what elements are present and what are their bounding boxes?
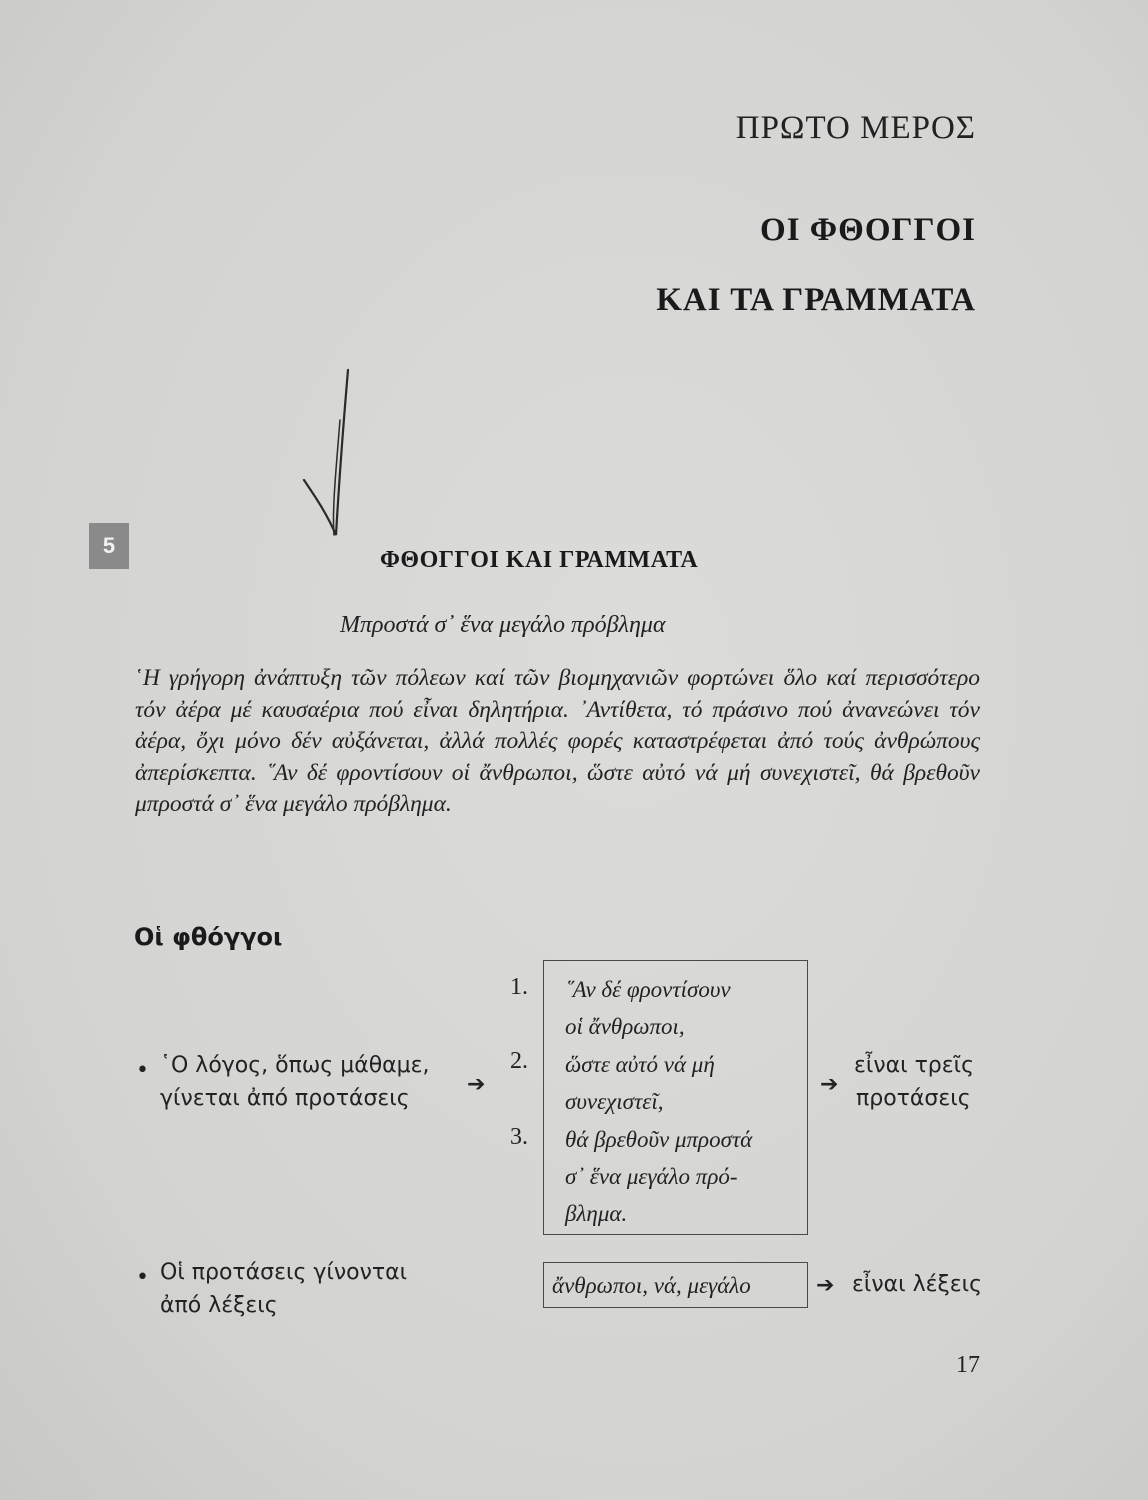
- diagram1-result-line1: εἶναι τρεῖς: [854, 1053, 975, 1078]
- part-title: ΠΡΩΤΟ ΜΕΡΟΣ: [735, 110, 976, 146]
- diagram1-bullet-line2: γίνεται ἀπό προτάσεις: [160, 1086, 410, 1111]
- lesson-number-badge: 5: [89, 523, 129, 569]
- diagram2-bullet-line2: ἀπό λέξεις: [160, 1293, 278, 1318]
- sentence-line: σ᾽ ἕνα μεγάλο πρό-: [565, 1164, 738, 1189]
- arrow-right-icon: ➔: [467, 1072, 486, 1097]
- lesson-paragraph: ῾Η γρήγορη ἀνάπτυξη τῶν πόλεων καί τῶν βιομηχανιῶν φορτώνει ὅλο καί περισσότερο τόν ἀέρα μέ καυσαέρια πού εἶναι δηλητήρια. ᾽Αντίθετα, τό πράσινο πού ἀνανεώνει τόν ἀέρα, ὄχι μόνο δέν αὐξάνεται, ἀλλά πολλές φορές καταστρέφεται ἀπό τούς ἀνθρώπους ἀπερίσκεπτα. ῞Αν δέ φροντίσουν οἱ ἄνθρωποι, ὥστε αὐτό νά μή συνεχιστεῖ, θά βρεθοῦν μπροστά σ᾽ ἕνα μεγάλο πρόβλημα.: [135, 665, 980, 818]
- bullet-icon: •: [136, 1265, 149, 1290]
- diagram1-result-line2: προτάσεις: [856, 1086, 971, 1111]
- sentence-line: βλημα.: [565, 1201, 628, 1226]
- chapter-title-line1: ΟΙ ΦΘΟΓΓΟΙ: [760, 212, 976, 248]
- words-box-text: ἄνθρωποι, νά, μεγάλο: [552, 1273, 751, 1298]
- sentence-line: ῞Αν δέ φροντίσουν: [565, 977, 731, 1002]
- lesson-title: ΦΘΟΓΓΟΙ ΚΑΙ ΓΡΑΜΜΑΤΑ: [380, 547, 699, 573]
- diagram2-result: εἶναι λέξεις: [852, 1272, 982, 1297]
- diagram2-bullet-line1: Οἱ προτάσεις γίνονται: [160, 1260, 408, 1285]
- bullet-icon: •: [136, 1058, 149, 1083]
- sentence-line: θά βρεθοῦν μπροστά: [565, 1127, 753, 1152]
- arrow-right-icon: ➔: [820, 1072, 839, 1097]
- sentence-number: 2.: [510, 1048, 528, 1074]
- arrow-right-icon: ➔: [816, 1273, 835, 1298]
- sentence-line: ὥστε αὐτό νά μή: [565, 1052, 715, 1077]
- chapter-title-line2: ΚΑΙ ΤΑ ΓΡΑΜΜΑΤΑ: [656, 282, 976, 318]
- sentence-line: οἱ ἄνθρωποι,: [565, 1014, 685, 1039]
- handwritten-check-mark: [300, 360, 380, 550]
- section-heading: Οἱ φθόγγοι: [134, 923, 283, 951]
- sentence-number: 3.: [510, 1124, 528, 1150]
- lesson-subtitle: Μπροστά σ᾽ ἕνα μεγάλο πρόβλημα: [340, 612, 666, 638]
- sentence-number: 1.: [510, 974, 528, 1000]
- diagram1-bullet-line1: ῾Ο λόγος, ὅπως μάθαμε,: [160, 1053, 430, 1078]
- sentence-line: συνεχιστεῖ,: [565, 1089, 664, 1114]
- page-number: 17: [956, 1352, 980, 1378]
